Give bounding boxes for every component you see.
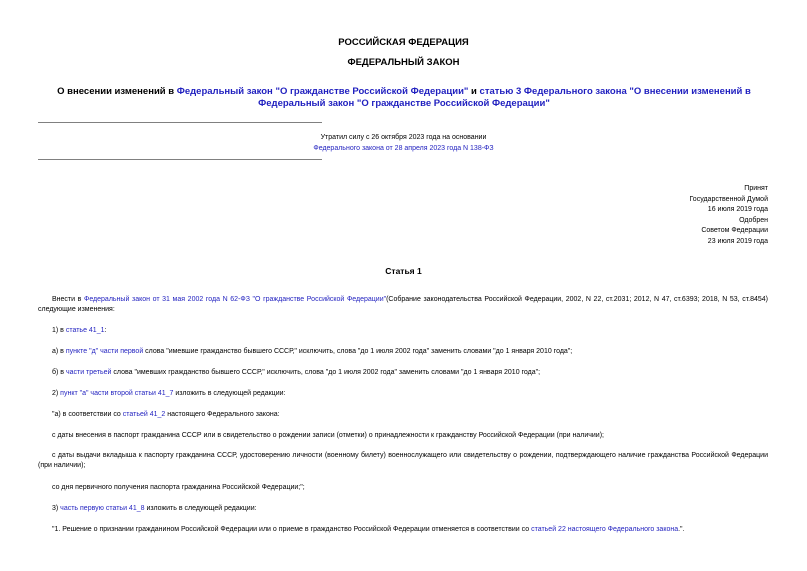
paragraph-text: 1) в <box>52 327 66 334</box>
article-heading: Статья 1 <box>385 266 422 276</box>
paragraph-quote-1 <box>38 525 768 535</box>
divider-top <box>38 122 322 123</box>
adoption-line: 23 июля 2019 года <box>707 237 768 245</box>
adoption-line: Принят <box>744 185 768 192</box>
paragraph-text: 3) <box>52 505 61 512</box>
paragraph-text: "а) в соответствии со <box>52 411 123 418</box>
link-article-22[interactable]: статьей 22 настоящего Федерального закона <box>531 526 679 533</box>
title-link-article-3[interactable]: статью 3 Федерального закона "О внесении изменений в Федеральный закон "О гражданстве Российской Федерации" <box>258 86 751 109</box>
repeal-law-link <box>0 145 807 152</box>
paragraph-text: : <box>104 327 107 334</box>
paragraph-intro <box>38 295 768 315</box>
link-point-d[interactable]: пункте "д" части первой <box>65 348 144 355</box>
paragraph-text: настоящего Федерального закона: <box>165 411 280 418</box>
adoption-line: 16 июля 2019 года <box>707 206 768 214</box>
paragraph-item-1b <box>38 368 768 378</box>
paragraph-text: слова "имевших гражданство бывшего СССР," исключить, слова "до 1 июля 2002 года" заменить словами "до 1 января 2010 года"; <box>111 369 541 376</box>
repeal-note: Утратил силу с 26 октября 2023 года на основании <box>320 134 487 141</box>
title-text: О внесении изменений в <box>57 86 177 97</box>
paragraph-text: изложить в следующей редакции: <box>144 505 257 512</box>
paragraph-first-passport: со дня первичного получения паспорта гражданина Российской Федерации;"; <box>52 484 305 491</box>
paragraph-text: Внести в <box>52 296 84 303</box>
paragraph-item-1 <box>38 326 768 336</box>
link-law-62fz[interactable]: Федеральный закон от 31 мая 2002 года N 62-ФЗ "О гражданстве Российской Федерации" <box>84 296 387 303</box>
paragraph-item-2 <box>38 389 768 399</box>
link-article-41-7[interactable]: пункт "а" части второй статьи 41_7 <box>60 390 174 397</box>
paragraph-text: а) в <box>52 348 66 355</box>
country-heading: РОССИЙСКАЯ ФЕДЕРАЦИЯ <box>338 37 469 48</box>
paragraph-text: слова "имевшие гражданство бывшего СССР," исключить, слова "до 1 июля 2002 года" заменить словами "до 1 января 2010 года"; <box>143 348 573 355</box>
law-title <box>38 86 770 110</box>
divider-bottom <box>38 159 322 160</box>
link-article-41-8[interactable]: часть первую статьи 41_8 <box>60 505 145 512</box>
paragraph-text: (Собрание законодательства Российской Федерации, 2002, N 22, ст.2031; 2012, N 47, ст.6393; 2018, N 53, ст.8454) следующие изменения: <box>38 296 768 313</box>
paragraph-text: "1. Решение о признании гражданином Российской Федерации или о приеме в гражданство Российской Федерации отменяется в соответствии со <box>52 526 532 533</box>
title-link-citizenship-law[interactable]: Федеральный закон "О гражданстве Российской Федерации" <box>176 86 469 97</box>
adoption-line: Одобрен <box>739 216 768 224</box>
paragraph-date-insert: с даты выдачи вкладыша к паспорту гражданина СССР, удостоверению личности (военному билету) военнослужащего или свидетельству о рождении, подтверждающего наличие гражданства Российской Федерации (при наличии); <box>38 452 768 469</box>
title-text: и <box>468 86 480 97</box>
paragraph-item-1a <box>38 347 768 357</box>
adoption-line: Советом Федерации <box>701 227 768 235</box>
link-article-41-1[interactable]: статье 41_1 <box>65 327 105 334</box>
paragraph-quote-a <box>38 410 768 420</box>
paragraph-text: б) в <box>52 369 66 376</box>
doc-type-heading: ФЕДЕРАЛЬНЫЙ ЗАКОН <box>347 57 460 68</box>
adoption-block <box>689 184 768 248</box>
repeal-law-link-text[interactable]: Федерального закона от 28 апреля 2023 года N 138-ФЗ <box>313 145 494 152</box>
link-part-three[interactable]: части третьей <box>65 369 112 376</box>
paragraph-text: .". <box>678 526 685 533</box>
paragraph-item-3 <box>38 504 768 514</box>
paragraph-text: 2) <box>52 390 61 397</box>
paragraph-date-entry: с даты внесения в паспорт гражданина СССР или в свидетельство о рождении записи (отметки) о принадлежности к гражданству Российской Федерации (при наличии); <box>52 432 604 439</box>
adoption-line: Государственной Думой <box>689 195 768 203</box>
link-article-41-2[interactable]: статьей 41_2 <box>122 411 166 418</box>
paragraph-text: изложить в следующей редакции: <box>173 390 286 397</box>
